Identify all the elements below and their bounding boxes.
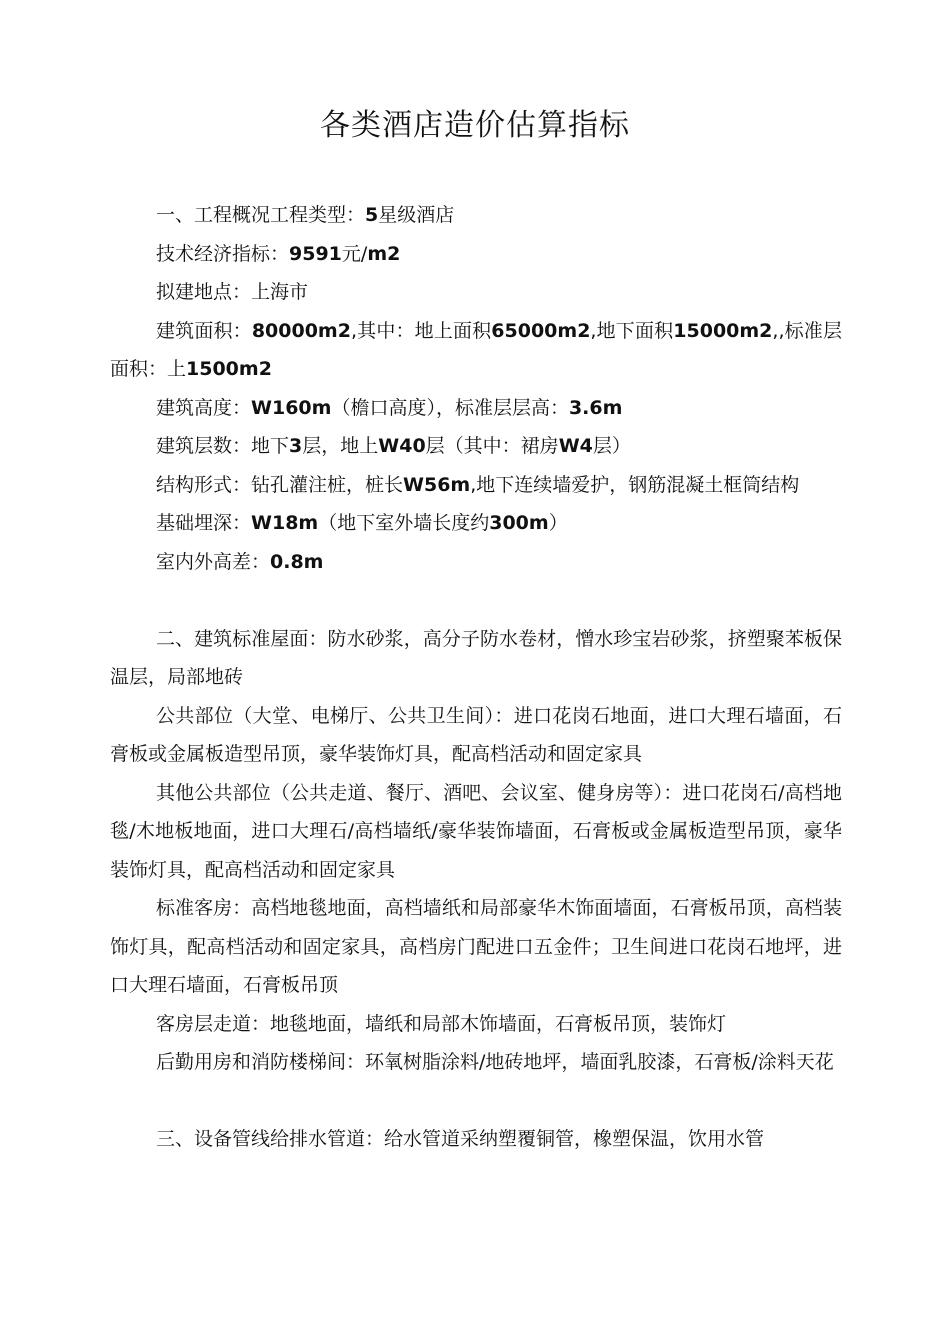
paragraph-project-type: 一、工程概况工程类型：5星级酒店 — [156, 204, 455, 226]
paragraph-structure: 结构形式：钻孔灌注桩，桩长W56m,地下连续墙爱护，钢筋混凝土框筒结构 — [156, 473, 800, 496]
paragraph-equipment-pipelines: 三、设备管线给排水管道：给水管道采纳塑覆铜管，橡塑保温，饮用水管 — [156, 1128, 765, 1150]
paragraph-height-difference: 室内外高差：0.8m — [156, 550, 324, 573]
paragraph-standard-rooms: 标准客房：高档地毯地面，高档墙纸和局部豪华木饰面墙面，石膏板吊顶，高档装饰灯具，配高档活动和固定家具，高档房门配进口五金件；卫生间进口花岗石地坪，进口大理石墙面，石膏板吊顶 — [110, 897, 842, 996]
paragraph-building-area: 建筑面积：80000m2,其中：地上面积65000m2,地下面积15000m2,,标准层面积：上1500m2 — [110, 319, 842, 380]
paragraph-roof-standard: 二、建筑标准屋面：防水砂浆，高分子防水卷材，憎水珍宝岩砂浆，挤塑聚苯板保温层，局部地砖 — [110, 627, 842, 688]
paragraph-foundation-depth: 基础埋深：W18m（地下室外墙长度约300m） — [156, 512, 568, 534]
paragraph-back-of-house: 后勤用房和消防楼梯间：环氧树脂涂料/地砖地坪，墙面乳胶漆，石膏板/涂料天花 — [156, 1051, 834, 1073]
document-title: 各类酒店造价估算指标 — [320, 108, 630, 143]
paragraph-economic-index: 技术经济指标：9591元/m2 — [156, 242, 401, 265]
paragraph-public-areas: 公共部位（大堂、电梯厅、公共卫生间）：进口花岗石地面，进口大理石墙面，石膏板或金属板造型吊顶，豪华装饰灯具，配高档活动和固定家具 — [110, 704, 842, 765]
paragraph-building-height: 建筑高度：W160m（檐口高度），标准层层高：3.6m — [156, 396, 623, 419]
paragraph-room-corridors: 客房层走道：地毯地面，墙纸和局部木饰墙面，石膏板吊顶，装饰灯 — [156, 1012, 727, 1035]
paragraph-floor-count: 建筑层数：地下3层，地上W40层（其中：裙房W4层） — [156, 435, 631, 457]
document-body — [110, 196, 842, 1159]
paragraph-location: 拟建地点：上海市 — [156, 281, 309, 303]
paragraph-other-public-areas: 其他公共部位（公共走道、餐厅、酒吧、会议室、健身房等）：进口花岗石/高档地毯/木地板地面，进口大理石/高档墙纸/豪华装饰墙面，石膏板或金属板造型吊顶，豪华装饰灯具，配高档活动和固定家具 — [110, 781, 842, 881]
